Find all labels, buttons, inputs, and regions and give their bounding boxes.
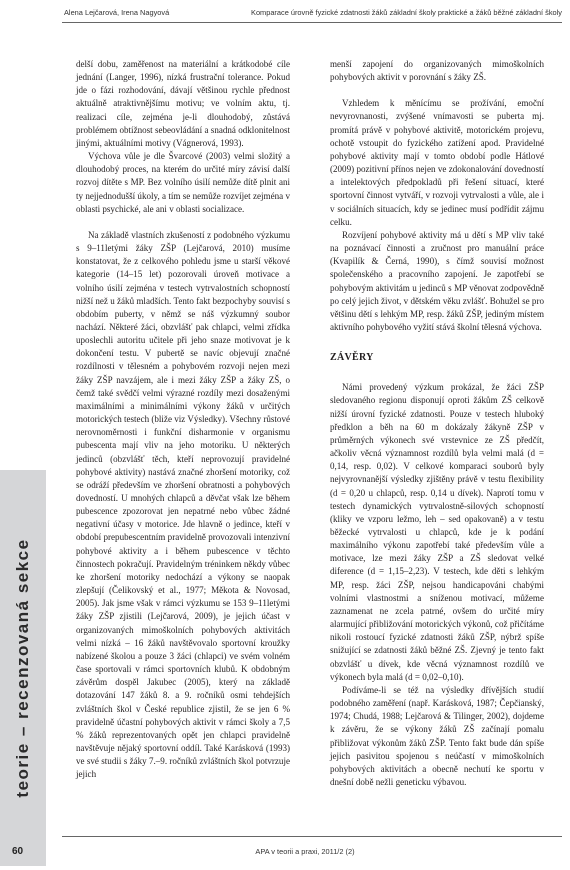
paragraph: Rozvíjení pohybové aktivity má u dětí s MP vliv také na poznávací činnosti a zručnost pro manuální práce (Kvapilík & Černá, 1990), s čímž souvisí možnost společenského a pracovního zapojení. Je zapotřebí se pohybovým aktivitám u jedinců s MP věnovat zodpovědně po celý jejich život, v dětském věku zvlášť. Bohužel se pro většinu dětí s lehkým MP, resp. žáků ZŠP, jediným místem aktivního pohybového vyžití stává školní tělesná výchova. <box>330 229 544 332</box>
section-side-tab <box>0 470 46 866</box>
paragraph-gap <box>76 216 290 229</box>
running-header-title: Komparace úrovně fyzické zdatnosti žáků základní školy praktické a žáků běžné základní školy <box>251 8 562 17</box>
running-header-authors: Alena Lejčarová, Irena Nagyová <box>64 8 170 17</box>
paragraph: delší dobu, zaměřenost na materiální a krátkodobé cíle jednání (Langer, 1996), nízká frustrační tolerance. Pokud jde o fázi rozhodování, dávají většinou rychle přednost aktuálně atraktivnějšímu motivu; ve volním aktu, tj. realizaci cíle, zejména je-li dlouhodobý, zůstává problémem obtížnost sebeovládání a snadná odklonitelnost jinými, aktuálními motivy (Vágnerová, 1993). <box>76 59 290 148</box>
paragraph: Na základě vlastních zkušeností z podobného výzkumu s 9–11letými žáky ZŠP (Lejčarová, 2010) musíme konstatovat, že z celkového pohledu jsme u starší věkové kategorie (14–15 let) pozorovali úroveň motivace a volního úsilí zejména v testech vytrvalostních schopností nižší než u žáků mladších. Tento fakt bezpochyby souvisí s obdobím puberty, v němž se náš výzkumný soubor nachází. Některé žáci, obzvlášť pak chlapci, velmi zřídka uposlechli autoritu učitele při jeho snaze motivovat je k dokončení testu. V pubertě se navíc objevují značné rozdílnosti v tělesném a pohybovém rozvoji nejen mezi žáky ZŠP navzájem, ale i mezi žáky ZŠP a žáky ZŠ, o čemž také svědčí velmi výrazné rozdíly mezi dosaženými maximálními a minimálními výkony žáků v určitých motorických testech (bliže viz Výsledky). Všechny růstové nerovnoměrnosti i funkční disharmonie v organismu pubescenta mají vliv na jeho motoriku. U některých jedinců (obzvlášť těch, kteří neprovozují pravidelné pohybové aktivity) nastává značné zhoršení motoriky, což se odráží především ve zhoršení obratnosti a pohybových dovedností. U mnohých chlapců a děvčat však lze během pubescence zpozorovat jen nepatrné nebo vůbec žádné negativní účasy v motorice. Jde hlavně o jedince, kteří v období prepubescentním pravidelně provozovali intenzivní pohybové aktivity a i během pubescence v těchto činnostech pokračují. Pravidelným tréninkem někdy vůbec ke zhoršení motoriky nedochází a výkony se naopak zlepšují (Čelikovský et al., 1977; Měkota & Novosad, 2005). Jak jsme však v rámci výzkumu se 153 9–11letými žáky ZŠP zjistili (Lejčarová, 2009), je jejich účast v organizovaných mimoškolních pohybových aktivitách velmi nízká – 16 žáků navštěvovalo sportovní kroužky nabízené školou a pouze 3 žáci (chlapci) ve svém volném čase sportovali v rámci sportovních klubů. K obdobným závěrům dospěl Jakubec (2005), který na základě dotazování 147 žáků 8. a 9. ročníků osmi tehdejších zvláštních škol v České republice zjistil, že se jen 6 % pravidelně účastní pohybových aktivit v rámci školy a 7,5 % žáků reprezentovaných opět jen chlapci pravidelně navštěvuje nějaký sportovní oddíl. Také Karásková (1993) ve své studii s žáky 7.–9. ročníků zvláštních škol potvrzuje jejich <box>76 229 290 780</box>
paragraph-gap <box>330 84 544 97</box>
section-heading-conclusions: ZÁVĚRY <box>330 352 374 364</box>
right-column <box>330 58 544 789</box>
section-label: teorie – recenzovaná sekce <box>13 538 32 798</box>
paragraph: menší zapojení do organizovaných mimoškolních pohybových aktivit v porovnání s žáky ZŠ. <box>330 59 544 83</box>
page-number: 60 <box>12 846 24 857</box>
paragraph: Námi provedený výzkum prokázal, že žáci ZŠP sledovaného regionu disponují oproti žákům ZŠ celkově nižší úrovní fyzické zdatnosti. Pouze v testech hluboký předklon a běh na 60 m dokázaly žákyně ZŠP v průměrných výkonech své vrstevnice ze ZŠ předčít, ačkoliv věcná významnost rozdílů byla velmi malá (d = 0,14, resp. 0,02). V celkové komparaci souborů byly nejvyrovnanější výsledky zjištěny právě v testu flexibility (d = 0,20 u chlapců, resp. 0,14 u dívek). Naprotí tomu v testech dynamických vytrvalostně-silových schopností (kliky ve vzporu ležmo, leh – sed opakovaně) a v testu běžecké vytrvalosti u chlapců, kde je k podání maximálního výkonu zapotřebí také především vůle a motivace, lze mezi žáky ZŠP a ZŠ sledovat velké diference (d = 1,15–2,23). V testech, kde děti s lehkým MP, resp. žáci ZŠP, nejsou handicapováni chabými volními vlastnostmi a sníženou motivací, můžeme zaznamenat ne zcela patrné, ovšem do určité míry alarmující přibližování motorických výkonů, což přičítáme nikoli rostoucí fyzické zdatnosti žáků ZŠP, nýbrž spíše snižující se zdatnosti žáků běžné ZŠ. Zjevný je tento fakt obzvlášť u dívek, kde věcná významnost rozdílů ve výkonech byla malá (d = 0,02–0,10). <box>330 382 544 682</box>
paragraph: Podíváme-li se též na výsledky dřívějších studií podobného zaměření (např. Karásková, 1987; Čepčianský, 1974; Chudá, 1988; Lejčarová & Tilinger, 2002), dojdeme k závěru, že se výkony žáků ZŠ začínají pomalu přibližovat výkonům žáků ZŠP. Tento fakt bude dán spíše jejich pasivitou spojenou s neúčastí v mimoškolních pohybových aktivitách a obecně nechutí ke sportu v dnešní době nežli geneticku výbavou. <box>330 684 544 787</box>
paragraph: Výchova vůle je dle Švarcové (2003) velmi složitý a dlouhodobý proces, na kterém do určité míry závisí další rozvoj dítěte s MP. Bez volního úsilí nemůže dítě plnit ani ty nejjednodušší úkoly, a tím se nemůže rozvíjet zejména v oblasti psychické, ale ani v oblasti socializace. <box>76 151 290 214</box>
journal-citation: APA v teorii a praxi, 2011/2 (2) <box>255 847 355 856</box>
footer-rule <box>62 836 562 837</box>
header-rule <box>62 22 562 23</box>
left-column <box>76 58 290 781</box>
paragraph: Vzhledem k měnícímu se prožívání, emoční nevyrovnanosti, zvýšené vnímavosti se puberta mj. promítá právě v pohybové aktivitě, motorickém projevu, ochotě vstoupit do fyzického zatížení apod. Pravidelné pohybové aktivity mají v tomto období podle Hátlové (2009) pozitivní přínos nejen ve zdokonalování dovedností a intelektových předpokladů při řešení situací, které sportovní činnost vytváří, v rozvoji vytrvalosti a vůle, ale i v sociálních situacích, kdy se jedinec musí podřídit zájmu celku. <box>330 98 544 227</box>
